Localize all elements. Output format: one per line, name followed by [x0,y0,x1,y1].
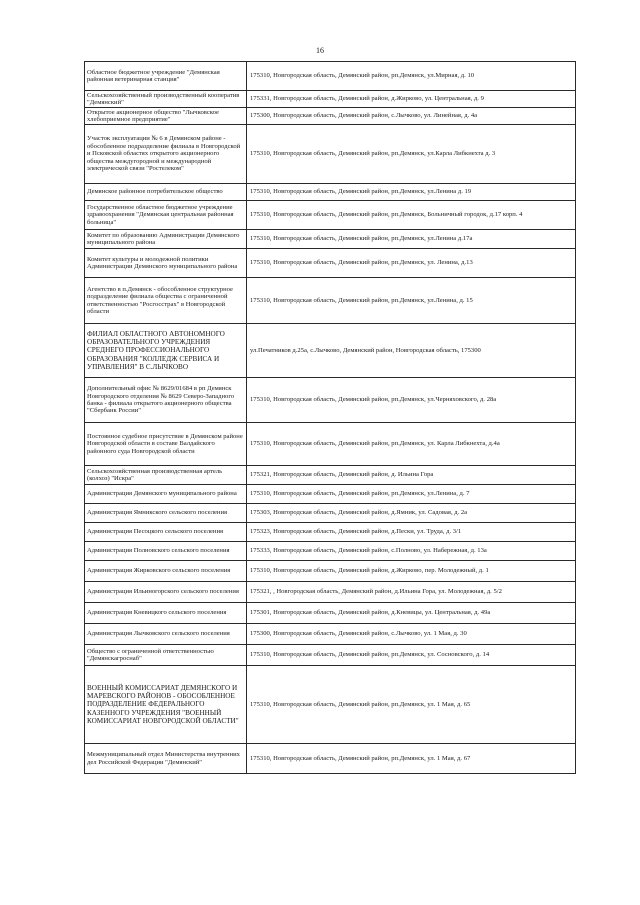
table-row [85,91,576,108]
organization-name: Комитет культуры и молодежной политики Администрации Демянского муниципального района [85,249,247,278]
table-row [85,603,576,624]
organization-name: Межмуниципальный отдел Министерства внутренних дел Российской Федерации "Демянский" [85,744,247,774]
organization-address: 175310, Новгородская область, Демянский район, рп.Демянск, ул.Карла Либкнехта д. 3 [247,125,576,184]
table-row [85,108,576,125]
organization-address: 175321, , Новгородская область, Демянский район, д.Ильина Гора, ул. Молодежная, д. 5/2 [247,582,576,603]
organization-address: 175331, Новгородская область, Демянский район, д.Жирково, ул. Центральная, д. 9 [247,91,576,108]
organization-address: 175310, Новгородская область, Демянский район, рп.Демянск, ул.Черняховского, д. 28а [247,378,576,423]
organization-name: Постоянное судебное присутствие в Демянском районе Новгородской области в составе Валдайского районного суда Новгородской области [85,423,247,466]
organization-name: Сельскохозяйственный производственный кооператив "Демянский" [85,91,247,108]
organization-address: 175301, Новгородская область, Демянский район, д.Кневицы, ул. Центральная, д. 49а [247,603,576,624]
organization-name: ВОЕННЫЙ КОМИССАРИАТ ДЕМЯНСКОГО И МАРЕВСКОГО РАЙОНОВ - ОБОСОБЛЕННОЕ ПОДРАЗДЕЛЕНИЕ ФЕДЕРАЛЬНОГО КАЗЕННОГО УЧРЕЖДЕНИЯ "ВОЕННЫЙ КОМИССАРИАТ НОВГОРОДСКОЙ ОБЛАСТИ" [85,666,247,744]
organization-address: 175310, Новгородская область, Демянский район, рп.Демянск, ул.Ленина, д. 15 [247,278,576,324]
organization-name: Областное бюджетное учреждение "Демянская районная ветеринарная станция" [85,62,247,91]
organization-name: Администрация Жирковского сельского поселения [85,561,247,582]
table-row [85,645,576,666]
table-row [85,666,576,744]
organization-address: 175310, Новгородская область, Демянский район, рп.Демянск, ул.Ленина, д. 7 [247,485,576,504]
organization-address: 175310, Новгородская область, Демянский район, рп.Демянск, Больничный городок, д.17 корп. 4 [247,201,576,230]
organization-name: Администрация Ильиногорского сельского поселения [85,582,247,603]
table-row [85,62,576,91]
organization-name: Администрация Лычковского сельского поселения [85,624,247,645]
organization-name: Сельскохозяйственная производственная артель (колхоз) "Искра" [85,466,247,485]
organization-address: 175310, Новгородская область, Демянский район, рп.Демянск, ул.Ленина д.17а [247,230,576,249]
organization-address: 175310, Новгородская область, Демянский район, рп.Демянск, ул. 1 Мая, д. 65 [247,666,576,744]
organization-name: Комитет по образованию Администрации Демянского муниципального района [85,230,247,249]
organization-name: ФИЛИАЛ ОБЛАСТНОГО АВТОНОМНОГО ОБРАЗОВАТЕЛЬНОГО УЧРЕЖДЕНИЯ СРЕДНЕГО ПРОФЕССИОНАЛЬНОГО ОБРАЗОВАНИЯ "КОЛЛЕДЖ СЕРВИСА И УПРАВЛЕНИЯ" В С.ЛЫЧКОВО [85,324,247,378]
organization-name: Администрация Полновского сельского поселения [85,542,247,561]
table-row [85,744,576,774]
organization-address: 175310, Новгородская область, Демянский район, д.Жирково, пер. Молодежный, д. 1 [247,561,576,582]
organization-name: Участок эксплуатации № 6 в Демянском районе - обособленное подразделение филиала в Новгородской и Псковской областях открытого акционерного общества междугородной и международной электрической связи "Ростелеком" [85,125,247,184]
table-row [85,624,576,645]
organization-address: 175310, Новгородская область, Демянский район, рп.Демянск, ул. Сосновского, д. 14 [247,645,576,666]
table-row [85,184,576,201]
organization-name: Администрация Ямникского сельского поселения [85,504,247,523]
organization-address: 175300, Новгородская область, Демянский район, с.Лычково, ул. Линейная, д. 4а [247,108,576,125]
organization-address: 175300, Новгородская область, Демянский район, с.Лычково, ул. 1 Мая, д. 30 [247,624,576,645]
organization-name: Демянское районное потребительское общество [85,184,247,201]
organizations-table-body [85,62,576,774]
table-row [85,504,576,523]
organization-address: 175333, Новгородская область, Демянский район, с.Полново, ул. Набережная, д. 13а [247,542,576,561]
organization-name: Государственное областное бюджетное учреждение здравоохранения "Демянская центральная районная больница" [85,201,247,230]
table-row [85,249,576,278]
organization-address: 175310, Новгородская область, Демянский район, рп.Демянск, ул. 1 Мая, д. 67 [247,744,576,774]
organization-name: Администрация Демянского муниципального района [85,485,247,504]
table-row [85,466,576,485]
table-row [85,324,576,378]
organization-name: Агентство в п.Демянск - обособленное структурное подразделение филиала общества с ограниченной ответственностью "Росгосстрах" в Новгородской области [85,278,247,324]
table-row [85,542,576,561]
table-row [85,125,576,184]
page-number: 16 [316,46,324,55]
organization-address: 175303, Новгородская область, Демянский район, д.Ямник, ул. Садовая, д. 2а [247,504,576,523]
organization-address: ул.Печатников д.25а, с.Лычково, Демянский район, Новгородская область, 175300 [247,324,576,378]
table-row [85,523,576,542]
organization-address: 175310, Новгородская область, Демянский район, рп.Демянск, ул.Мирная, д. 10 [247,62,576,91]
table-row [85,378,576,423]
table-row [85,278,576,324]
organization-name: Администрация Кневицкого сельского поселения [85,603,247,624]
table-row [85,485,576,504]
table-row [85,423,576,466]
organization-address: 175310, Новгородская область, Демянский район, рп.Демянск, ул. Карла Либкнехта, д.4а [247,423,576,466]
table-row [85,561,576,582]
organization-address: 175323, Новгородская область, Демянский район, д.Пески, ул. Труда, д. 3/1 [247,523,576,542]
table-row [85,230,576,249]
table-row [85,201,576,230]
organization-address: 175310, Новгородская область, Демянский район, рп.Демянск, ул. Ленина, д.13 [247,249,576,278]
organization-address: 175321, Новгородская область, Демянский район, д. Ильина Гора [247,466,576,485]
organizations-table [84,61,576,774]
organization-name: Открытое акционерное общество "Лычковское хлебоприемное предприятие" [85,108,247,125]
organization-name: Общество с ограниченной ответственностью "Демянскагроснаб" [85,645,247,666]
organization-name: Дополнительный офис № 8629/01684 в рп Демянск Новгородского отделения № 8629 Северо-Западного банка - филиала открытого акционерного общества "Сбербанк России" [85,378,247,423]
table-row [85,582,576,603]
organization-name: Администрация Песоцкого сельского поселения [85,523,247,542]
organization-address: 175310, Новгородская область, Демянский район, рп.Демянск, ул.Ленина д. 19 [247,184,576,201]
